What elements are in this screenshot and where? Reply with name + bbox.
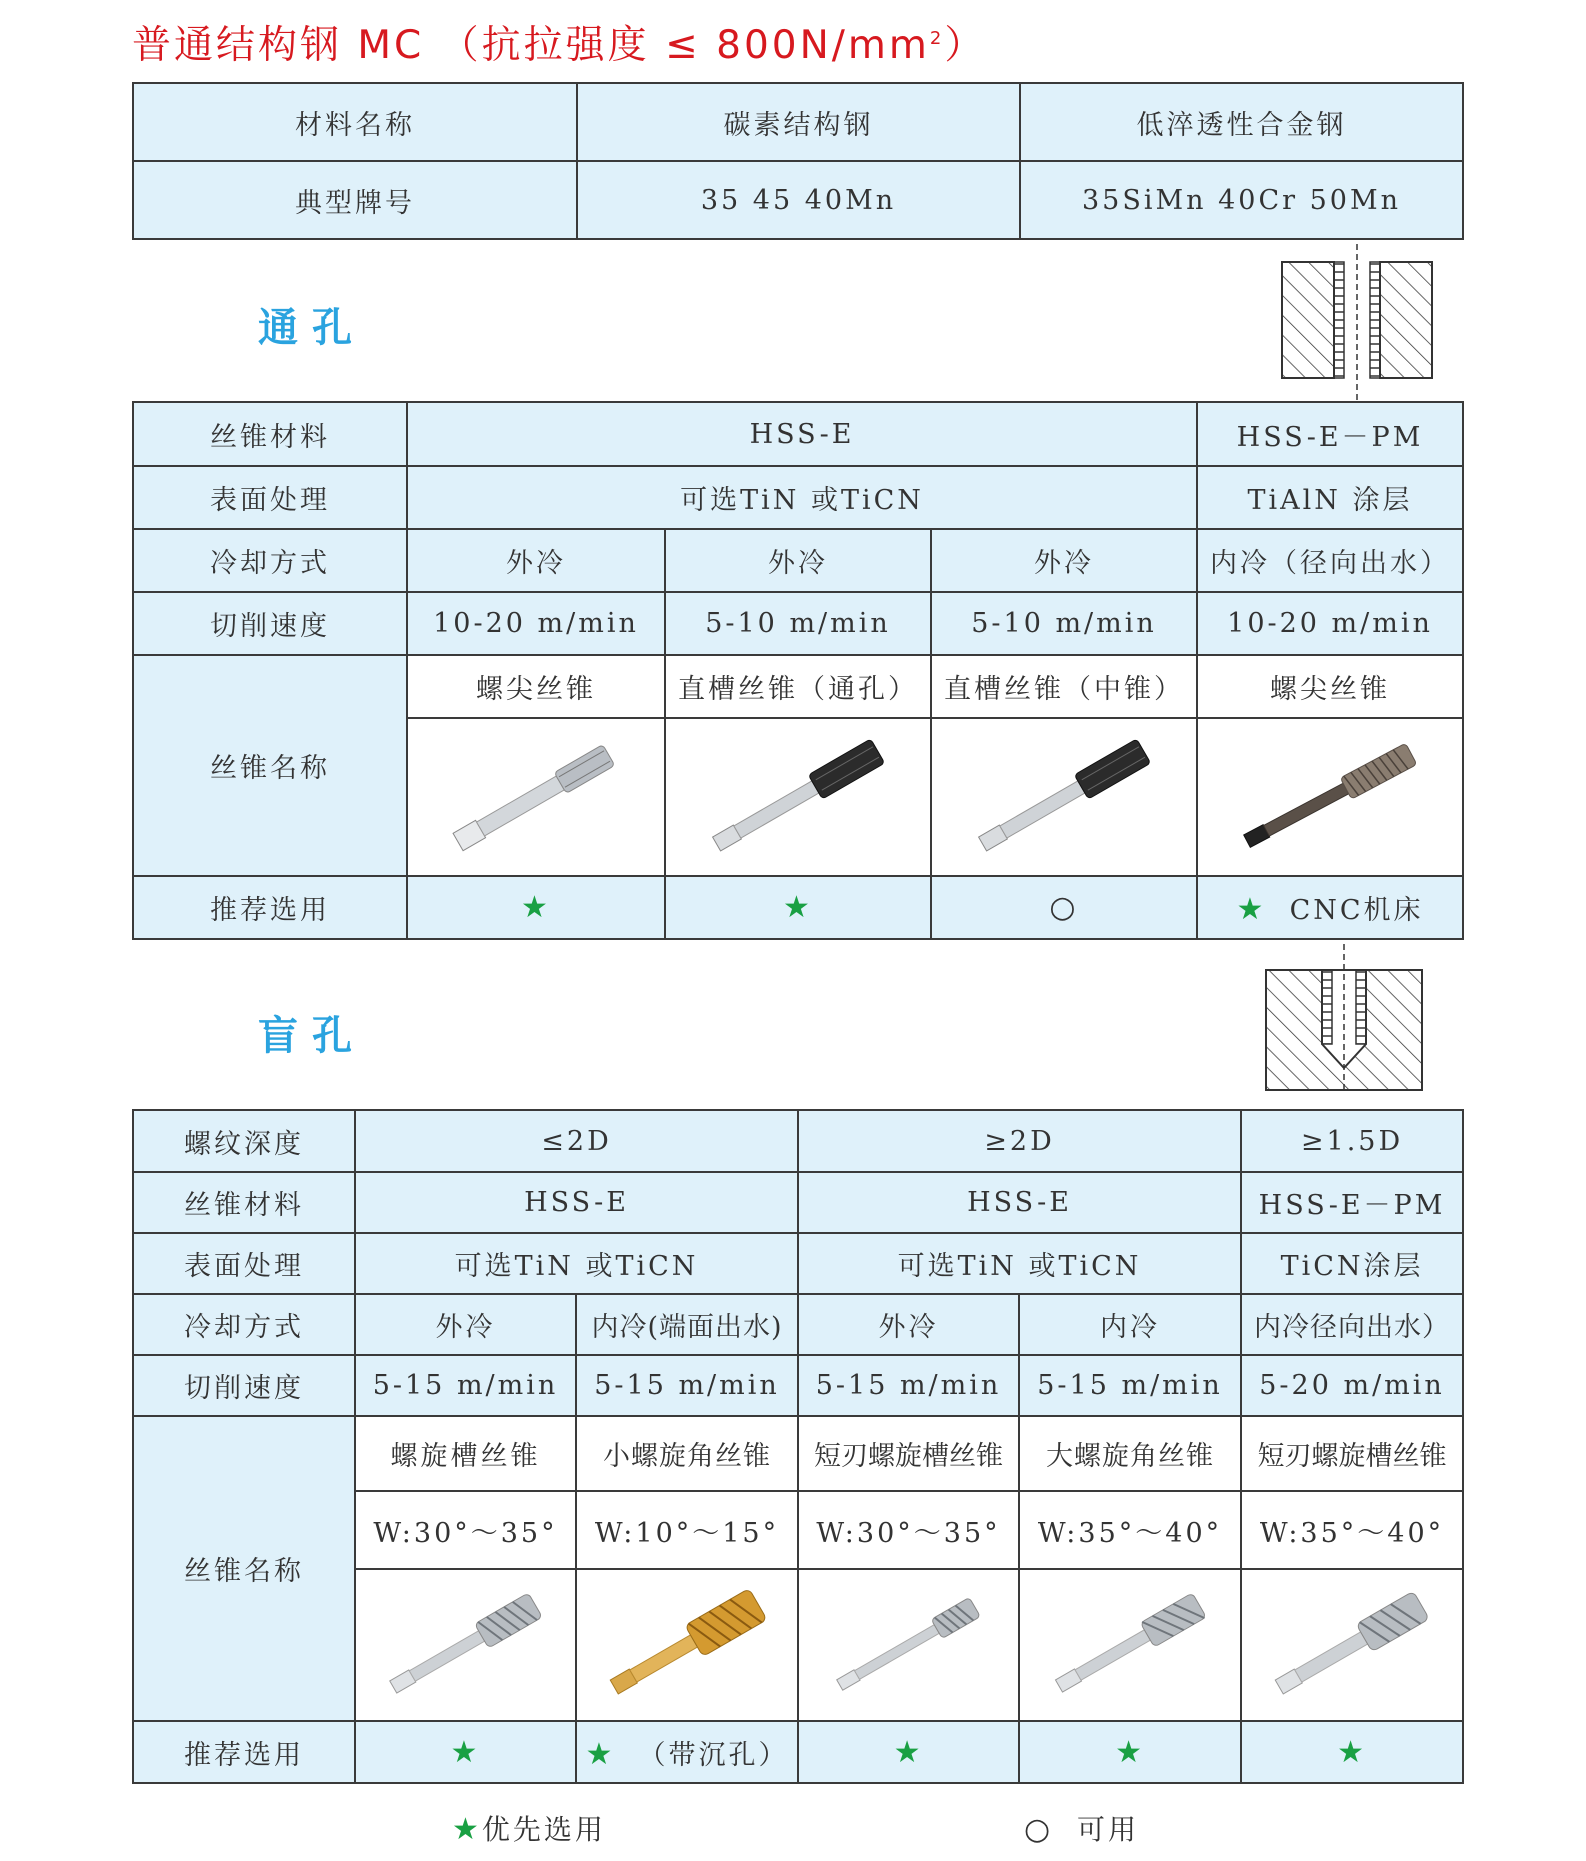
surface-cell: 可选TiN 或TiCN — [355, 1233, 798, 1294]
short-spiral-flute-tap-image — [1262, 1585, 1442, 1705]
recommend-cell — [665, 876, 931, 939]
surface-cell: TiCN涂层 — [1241, 1233, 1463, 1294]
tap-material-label: 丝锥材料 — [133, 402, 407, 466]
legend-available — [1024, 1808, 1139, 1848]
depth-cell: ≥2D — [798, 1110, 1241, 1172]
recommend-cell — [798, 1721, 1019, 1783]
star-icon: ★ — [783, 890, 813, 925]
tap-name-cell: 直槽丝锥（通孔） — [665, 655, 931, 718]
recommend-cell — [407, 876, 665, 939]
speed-cell: 5-15 m/min — [355, 1355, 576, 1416]
short-spiral-flute-tap-image — [819, 1585, 999, 1705]
cooling-cell: 内冷径向出水） — [1241, 1294, 1463, 1355]
recommend-cell — [1241, 1721, 1463, 1783]
recommend-label: 推荐选用 — [133, 876, 407, 939]
speed-cell: 5-15 m/min — [798, 1355, 1019, 1416]
tap-material-cell: HSS-E — [798, 1172, 1241, 1233]
straight-flute-plug-tap-image — [964, 737, 1164, 857]
tap-image-cell — [665, 718, 931, 876]
depth-cell: ≤2D — [355, 1110, 798, 1172]
through-hole-title: 通孔 — [258, 305, 366, 351]
surface-label: 表面处理 — [133, 466, 407, 529]
recommend-cell — [931, 876, 1197, 939]
tap-name-cell: 螺旋槽丝锥 — [355, 1416, 576, 1491]
cooling-cell: 外冷 — [407, 529, 665, 592]
tap-name-cell: 大螺旋角丝锥 — [1019, 1416, 1241, 1491]
recommend-cell — [355, 1721, 576, 1783]
tap-image-cell — [1241, 1569, 1463, 1721]
material-name-label: 材料名称 — [133, 83, 577, 161]
tap-material-cell: HSS-E — [355, 1172, 798, 1233]
straight-flute-tap-image — [698, 737, 898, 857]
recommend-cell — [1019, 1721, 1241, 1783]
circle-icon: ○ — [1049, 890, 1079, 925]
helix-angle-cell: W:30°～35° — [355, 1491, 576, 1569]
cooling-cell: 内冷(端面出水) — [576, 1294, 798, 1355]
speed-cell: 5-10 m/min — [931, 592, 1197, 655]
helix-angle-cell: W:35°～40° — [1019, 1491, 1241, 1569]
material-table — [132, 82, 1464, 240]
recommend-cell — [576, 1721, 798, 1783]
tap-name-label: 丝锥名称 — [133, 1416, 355, 1721]
blind-hole-diagram — [1262, 944, 1462, 1094]
recommend-cell — [1197, 876, 1463, 939]
tap-image-cell — [798, 1569, 1019, 1721]
depth-cell: ≥1.5D — [1241, 1110, 1463, 1172]
tap-name-label: 丝锥名称 — [133, 655, 407, 876]
cooling-cell: 外冷 — [798, 1294, 1019, 1355]
speed-cell: 5-20 m/min — [1241, 1355, 1463, 1416]
tap-image-cell — [407, 718, 665, 876]
through-hole-diagram — [1270, 244, 1470, 404]
speed-cell: 5-15 m/min — [576, 1355, 798, 1416]
cooling-cell: 内冷（径向出水） — [1197, 529, 1463, 592]
speed-cell: 5-10 m/min — [665, 592, 931, 655]
blind-hole-title: 盲孔 — [258, 1013, 366, 1059]
tap-image-cell — [576, 1569, 798, 1721]
tap-name-cell: 小螺旋角丝锥 — [576, 1416, 798, 1491]
tap-image-cell — [931, 718, 1197, 876]
cooling-cell: 内冷 — [1019, 1294, 1241, 1355]
cooling-label: 冷却方式 — [133, 529, 407, 592]
star-icon: ★ — [1236, 892, 1267, 927]
cooling-cell: 外冷 — [931, 529, 1197, 592]
tap-image-cell — [355, 1569, 576, 1721]
surface-cell: 可选TiN 或TiCN — [798, 1233, 1241, 1294]
tap-image-cell — [1197, 718, 1463, 876]
cooling-label: 冷却方式 — [133, 1294, 355, 1355]
alloy-grades-cell: 35SiMn 40Cr 50Mn — [1020, 161, 1463, 239]
star-icon: ★ — [521, 890, 551, 925]
typical-grade-label: 典型牌号 — [133, 161, 577, 239]
legend-preferred-label: 优先选用 — [481, 1813, 606, 1846]
surface-label: 表面处理 — [133, 1233, 355, 1294]
star-icon: ★ — [893, 1734, 924, 1770]
tap-material-hsse: HSS-E — [407, 402, 1197, 466]
thread-depth-label: 螺纹深度 — [133, 1110, 355, 1172]
helix-angle-cell: W:35°～40° — [1241, 1491, 1463, 1569]
tap-name-cell: 螺尖丝锥 — [407, 655, 665, 718]
helix-angle-cell: W:30°～35° — [798, 1491, 1019, 1569]
alloy-steel-cell: 低淬透性合金钢 — [1020, 83, 1463, 161]
cooling-cell: 外冷 — [355, 1294, 576, 1355]
tap-name-cell: 直槽丝锥（中锥） — [931, 655, 1197, 718]
speed-label: 切削速度 — [133, 592, 407, 655]
page-title: 普通结构钢 MC （抗拉强度 ≤ $800N/mm^2$） — [132, 23, 987, 68]
tap-material-label: 丝锥材料 — [133, 1172, 355, 1233]
carbon-grades-cell: 35 45 40Mn — [577, 161, 1020, 239]
tap-name-cell: 短刃螺旋槽丝锥 — [1241, 1416, 1463, 1491]
surface-tialn: TiAlN 涂层 — [1197, 466, 1463, 529]
circle-icon: ○ — [1024, 1812, 1054, 1847]
star-icon: ★ — [450, 1734, 481, 1770]
coated-spiral-point-tap-image — [1230, 737, 1430, 857]
star-icon: ★ — [1115, 1734, 1145, 1770]
tap-name-cell: 螺尖丝锥 — [1197, 655, 1463, 718]
helix-angle-cell: W:10°～15° — [576, 1491, 798, 1569]
large-helix-tap-image — [1040, 1585, 1220, 1705]
speed-label: 切削速度 — [133, 1355, 355, 1416]
spiral-flute-tap-image — [376, 1585, 556, 1705]
star-icon: ★ — [1337, 1734, 1367, 1770]
speed-cell: 10-20 m/min — [407, 592, 665, 655]
carbon-steel-cell: 碳素结构钢 — [577, 83, 1020, 161]
spiral-point-tap-image — [436, 737, 636, 857]
recommend-label: 推荐选用 — [133, 1721, 355, 1783]
tap-material-cell: HSS-E－PM — [1241, 1172, 1463, 1233]
countersink-note: （带沉孔） — [638, 1739, 789, 1771]
star-icon: ★ — [452, 1812, 482, 1847]
speed-cell: 10-20 m/min — [1197, 592, 1463, 655]
blind-hole-table — [132, 1109, 1464, 1784]
tap-material-hssepm: HSS-E－PM — [1197, 402, 1463, 466]
legend-available-label: 可用 — [1077, 1813, 1140, 1846]
tap-name-cell: 短刃螺旋槽丝锥 — [798, 1416, 1019, 1491]
small-helix-tap-image — [597, 1585, 777, 1705]
surface-tin-ticn: 可选TiN 或TiCN — [407, 466, 1197, 529]
cnc-note: CNC机床 — [1289, 895, 1424, 926]
star-icon: ★ — [585, 1736, 616, 1772]
through-hole-table — [132, 401, 1464, 940]
cooling-cell: 外冷 — [665, 529, 931, 592]
speed-cell: 5-15 m/min — [1019, 1355, 1241, 1416]
tap-image-cell — [1019, 1569, 1241, 1721]
legend-preferred — [452, 1808, 606, 1848]
